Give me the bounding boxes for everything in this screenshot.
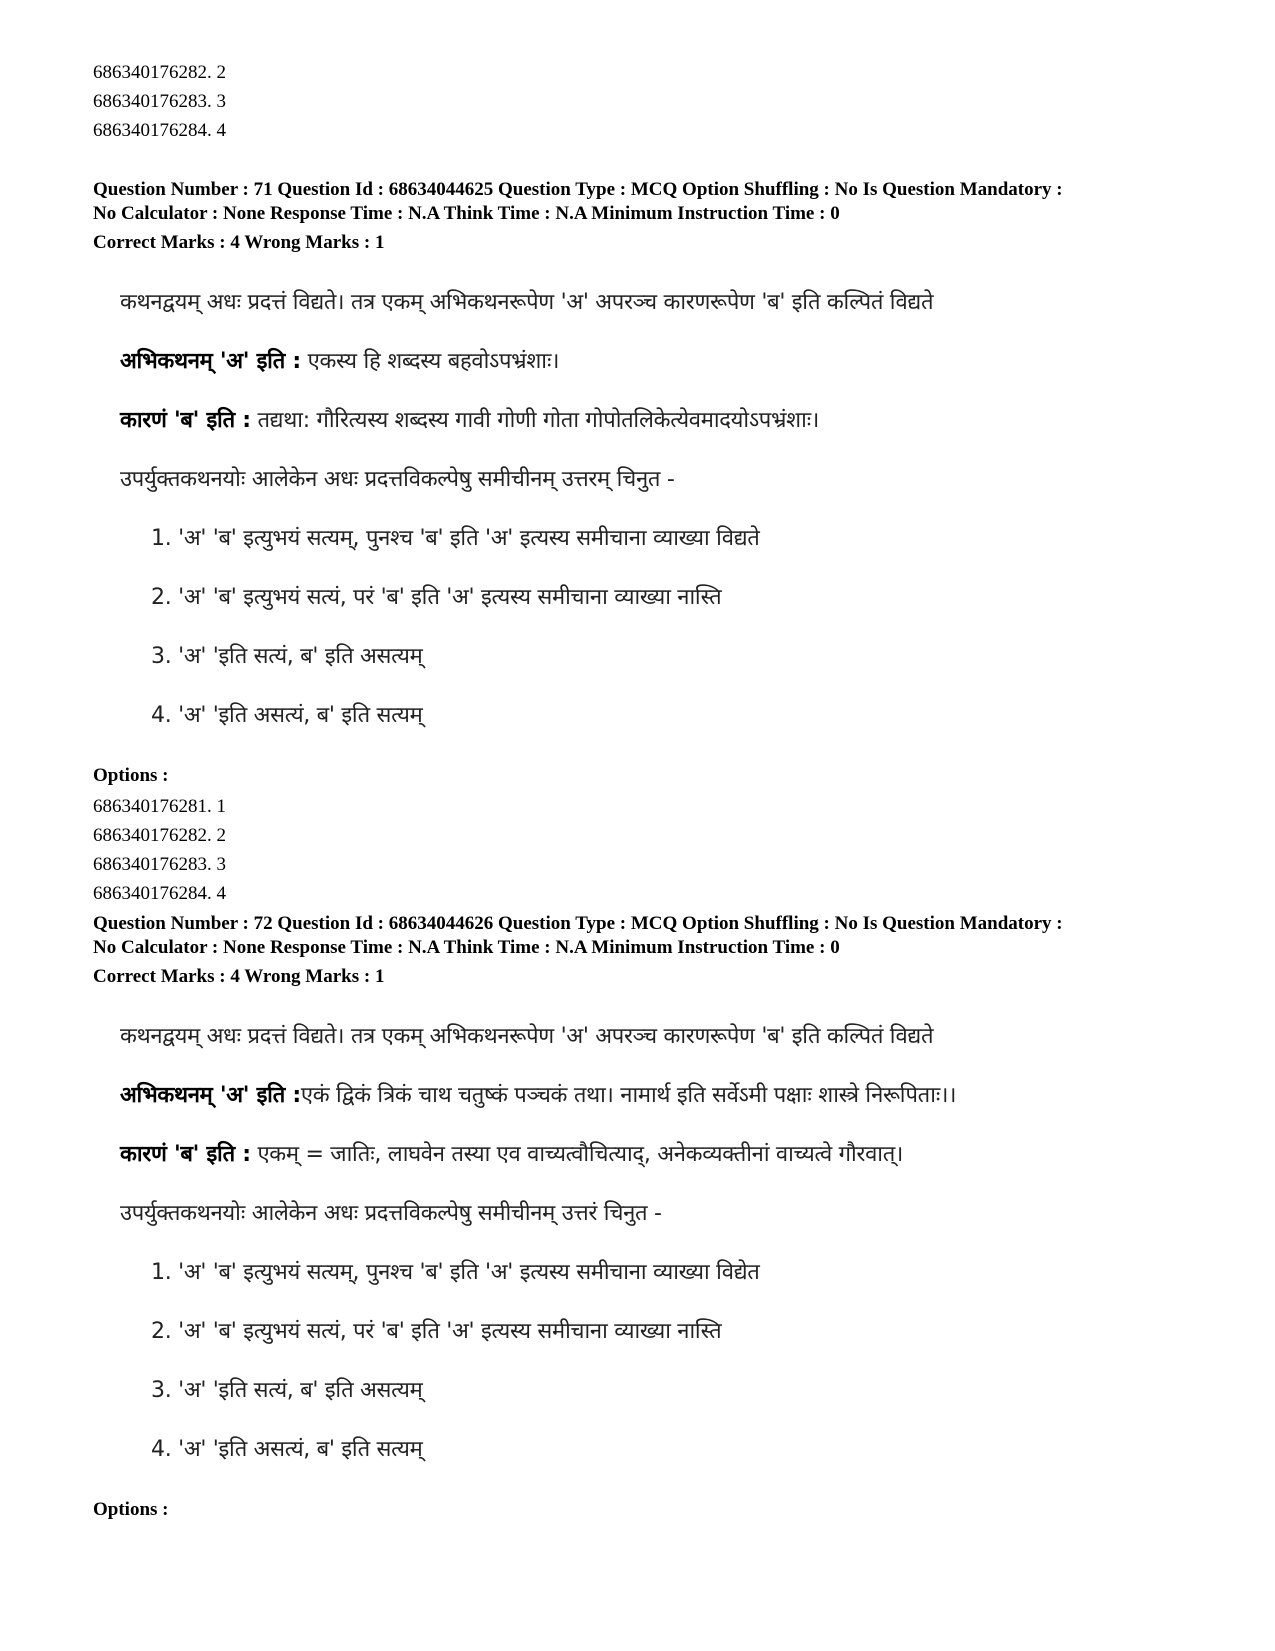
question-instruction: उपर्युक्तकथनयोः आलेकेन अधः प्रदत्तविकल्पेषु समीचीनम् उत्तरम् चिनुत -	[120, 467, 675, 492]
choice-number: 4.	[151, 703, 172, 728]
answer-choice	[120, 1361, 1233, 1420]
options-list	[93, 792, 1233, 908]
answer-choice	[120, 568, 1233, 627]
reason-statement	[120, 1125, 1233, 1184]
question-marks: Correct Marks : 4 Wrong Marks : 1	[93, 232, 385, 253]
reason-text: एकम् = जातिः, लाघवेन तस्या एव वाच्यत्वौचित्याद्, अनेकव्यक्तीनां वाच्यत्वे गौरवात्।	[250, 1142, 903, 1167]
options-label: Options :	[93, 1499, 169, 1520]
reason-statement	[120, 391, 1233, 450]
question-meta	[93, 912, 1203, 989]
assertion-text: एकं द्विकं त्रिकं चाथ चतुष्कं पञ्चकं तथा। नामार्थ इति सर्वेऽमी पक्षाः शास्त्रे निरूपिताः।।	[300, 1083, 957, 1108]
choice-text: 'अ' 'इति सत्यं, ब' इति असत्यम्	[171, 1378, 423, 1403]
choice-number: 1.	[151, 1260, 172, 1285]
options-label: Options :	[93, 765, 169, 786]
question-meta-line: No Calculator : None Response Time : N.A Think Time : N.A Minimum Instruction Time : 0	[93, 203, 840, 224]
answer-choice	[120, 686, 1233, 745]
assertion-statement	[120, 332, 1233, 391]
choice-text: 'अ' 'इति असत्यं, ब' इति सत्यम्	[171, 1437, 423, 1462]
assertion-statement	[120, 1066, 1233, 1125]
answer-choice	[120, 627, 1233, 686]
question-intro: कथनद्वयम् अधः प्रदत्तं विद्यते। तत्र एकम् अभिकथनरूपेण 'अ' अपरञ्च कारणरूपेण 'ब' इति कल्पितं विद्यते	[120, 290, 934, 315]
question-body	[120, 273, 1233, 745]
choice-text: 'अ' 'ब' इत्युभयं सत्यं, परं 'ब' इति 'अ' इत्यस्य समीचाना व्याख्या नास्ति	[171, 585, 722, 610]
option-line: 686340176283. 3	[93, 91, 226, 112]
question-intro: कथनद्वयम् अधः प्रदत्तं विद्यते। तत्र एकम् अभिकथनरूपेण 'अ' अपरञ्च कारणरूपेण 'ब' इति कल्पितं विद्यते	[120, 1024, 934, 1049]
option-line: 686340176283. 3	[93, 854, 226, 875]
question-meta-line: No Calculator : None Response Time : N.A Think Time : N.A Minimum Instruction Time : 0	[93, 937, 840, 958]
choice-text: 'अ' 'इति असत्यं, ब' इति सत्यम्	[171, 703, 423, 728]
question-instruction: उपर्युक्तकथनयोः आलेकेन अधः प्रदत्तविकल्पेषु समीचीनम् उत्तरं चिनुत -	[120, 1201, 662, 1226]
question-meta-line: Question Number : 71 Question Id : 68634044625 Question Type : MCQ Option Shuffling : No Is Question Mandatory :	[93, 179, 1063, 200]
choice-number: 4.	[151, 1437, 172, 1462]
choice-text: 'अ' 'ब' इत्युभयं सत्यम्, पुनश्च 'ब' इति 'अ' इत्यस्य समीचाना व्याख्या विद्यते	[171, 526, 760, 551]
option-line: 686340176282. 2	[93, 825, 226, 846]
question-meta-line: Question Number : 72 Question Id : 68634044626 Question Type : MCQ Option Shuffling : No Is Question Mandatory :	[93, 913, 1063, 934]
choice-text: 'अ' 'ब' इत्युभयं सत्यम्, पुनश्च 'ब' इति 'अ' इत्यस्य समीचाना व्याख्या विद्येत	[171, 1260, 760, 1285]
previous-question-options	[93, 58, 226, 145]
choice-number: 1.	[151, 526, 172, 551]
choice-text: 'अ' 'ब' इत्युभयं सत्यं, परं 'ब' इति 'अ' इत्यस्य समीचाना व्याख्या नास्ति	[171, 1319, 722, 1344]
option-line: 686340176284. 4	[93, 883, 226, 904]
question-meta	[93, 178, 1203, 255]
reason-label: कारणं 'ब' इति :	[120, 408, 251, 433]
answer-choice	[120, 1243, 1233, 1302]
answer-choice	[120, 509, 1233, 568]
assertion-label: अभिकथनम् 'अ' इति :	[120, 349, 301, 374]
assertion-label: अभिकथनम् 'अ' इति :	[120, 1083, 301, 1108]
question-block-71	[93, 178, 1233, 908]
reason-label: कारणं 'ब' इति :	[120, 1142, 251, 1167]
choice-number: 2.	[151, 585, 172, 610]
question-marks: Correct Marks : 4 Wrong Marks : 1	[93, 966, 385, 987]
choice-number: 3.	[151, 644, 172, 669]
reason-text: तद्यथा: गौरित्यस्य शब्दस्य गावी गोणी गोता गोपोतलिकेत्येवमादयोऽपभ्रंशाः।	[250, 408, 819, 433]
assertion-text: एकस्य हि शब्दस्य बहवोऽपभ्रंशाः।	[300, 349, 560, 374]
choice-number: 3.	[151, 1378, 172, 1403]
option-line: 686340176281. 1	[93, 796, 226, 817]
question-block-72	[93, 912, 1233, 1524]
answer-choice	[120, 1302, 1233, 1361]
option-line: 686340176282. 2	[93, 62, 226, 83]
question-body	[120, 1007, 1233, 1479]
choice-number: 2.	[151, 1319, 172, 1344]
choice-text: 'अ' 'इति सत्यं, ब' इति असत्यम्	[171, 644, 423, 669]
option-line: 686340176284. 4	[93, 120, 226, 141]
answer-choice	[120, 1420, 1233, 1479]
